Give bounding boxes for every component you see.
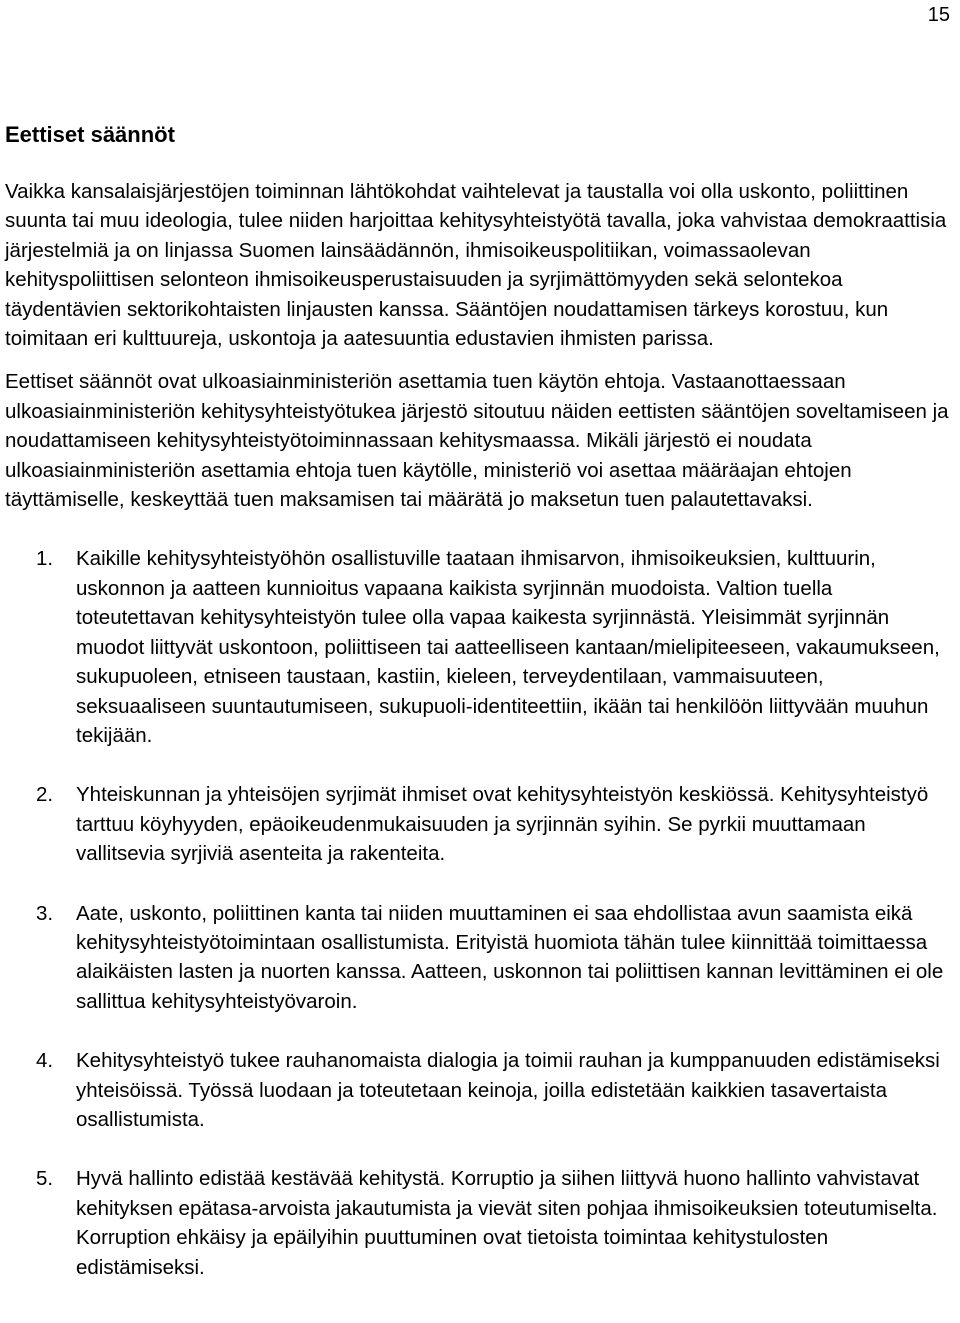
list-item [5, 899, 955, 1017]
list-item-text: Aate, uskonto, poliittinen kanta tai niiden muuttaminen ei saa ehdollistaa avun saamista eikä kehitysyhteistyötoimintaan osallistumista. Erityistä huomiota tähän tulee kiinnittää toimittaessa alaikäisten lasten ja nuorten kanssa. Aatteen, uskonnon tai poliittisen kannan levittäminen ei ole sallittua kehitysyhteistyövaroin. [76, 901, 944, 1013]
page-title: Eettiset säännöt [5, 122, 175, 147]
page-number: 15 [927, 4, 950, 26]
list-item-text: Hyvä hallinto edistää kestävää kehitystä. Korruptio ja siihen liittyvä huono hallinto vahvistavat kehityksen epätasa-arvoista jakautumista ja vievät siten pohjaa ihmisoikeuksien toteutumiselta. Korruption ehkäisy ja epäilyihin puuttuminen ovat tietoista toimintaa kehitystulosten edistämiseksi. [76, 1167, 938, 1279]
intro-paragraph: Vaikka kansalaisjärjestöjen toiminnan lähtökohdat vaihtelevat ja taustalla voi olla uskonto, poliittinen suunta tai muu ideologia, tulee niiden harjoittaa kehitysyhteistyötä tavalla, joka vahvistaa demokraattisia järjestelmiä ja on linjassa Suomen lainsäädännön, ihmisoikeuspolitiikan, voimassaolevan kehityspoliittisen selonteon ihmisoikeusperustaisuuden ja syrjimättömyyden sekä selontekoa täydentävien sektorikohtaisten linjausten kanssa. Sääntöjen noudattamisen tärkeys korostuu, kun toimitaan eri kulttuureja, uskontoja ja aatesuuntia edustavien ihmisten parissa. [5, 180, 947, 351]
list-item [5, 544, 955, 750]
list-item-number: 4. [36, 1049, 54, 1073]
list-item-number: 2. [36, 783, 54, 807]
list-item-number: 1. [36, 547, 54, 571]
rules-list [5, 544, 955, 1282]
list-item [5, 1046, 955, 1134]
list-item-text: Kaikille kehitysyhteistyöhön osallistuville taataan ihmisarvon, ihmisoikeuksien, kulttuurin, uskonnon ja aatteen kunnioitus vapaana kaikista syrjinnän muodoista. Valtion tuella toteutettavan kehitysyhteistyön tulee olla vapaa kaikesta syrjinnästä. Yleisimmät syrjinnän muodot liittyvät uskontoon, poliittiseen tai aatteelliseen kantaan/mielipiteeseen, vakaumukseen, sukupuoleen, etniseen taustaan, kastiin, kieleen, terveydentilaan, vammaisuuteen, seksuaaliseen suuntautumiseen, sukupuoli-identiteettiin, ikään tai henkilöön liittyvään muuhun tekijään. [76, 547, 940, 747]
list-item-text: Kehitysyhteistyö tukee rauhanomaista dialogia ja toimii rauhan ja kumppanuuden edistämiseksi yhteisöissä. Työssä luodaan ja toteutetaan keinoja, joilla edistetään kaikkien tasavertaista osallistumista. [76, 1049, 940, 1131]
list-item-text: Yhteiskunnan ja yhteisöjen syrjimät ihmiset ovat kehitysyhteistyön keskiössä. Kehitysyhteistyö tarttuu köyhyyden, epäoikeudenmukaisuuden ja syrjinnän syihin. Se pyrkii muuttamaan vallitsevia syrjiviä asenteita ja rakenteita. [76, 783, 929, 866]
list-item [5, 1164, 955, 1282]
list-item-number: 3. [36, 901, 54, 925]
document-body [5, 120, 955, 1312]
intro-paragraph: Eettiset säännöt ovat ulkoasiainministeriön asettamia tuen käytön ehtoja. Vastaanottaessaan ulkoasiainministeriön kehitysyhteistyötukea järjestö sitoutuu näiden eettisten sääntöjen soveltamiseen ja noudattamiseen kehitysyhteistyötoiminnassaan kehitysmaassa. Mikäli järjestö ei noudata ulkoasiainministeriön asettamia ehtoja tuen käytölle, ministeriö voi asettaa määräajan ehtojen täyttämiselle, keskeyttää tuen maksamisen tai määrätä jo maksetun tuen palautettavaksi. [5, 370, 949, 512]
list-item [5, 780, 955, 868]
list-item-number: 5. [36, 1167, 54, 1191]
